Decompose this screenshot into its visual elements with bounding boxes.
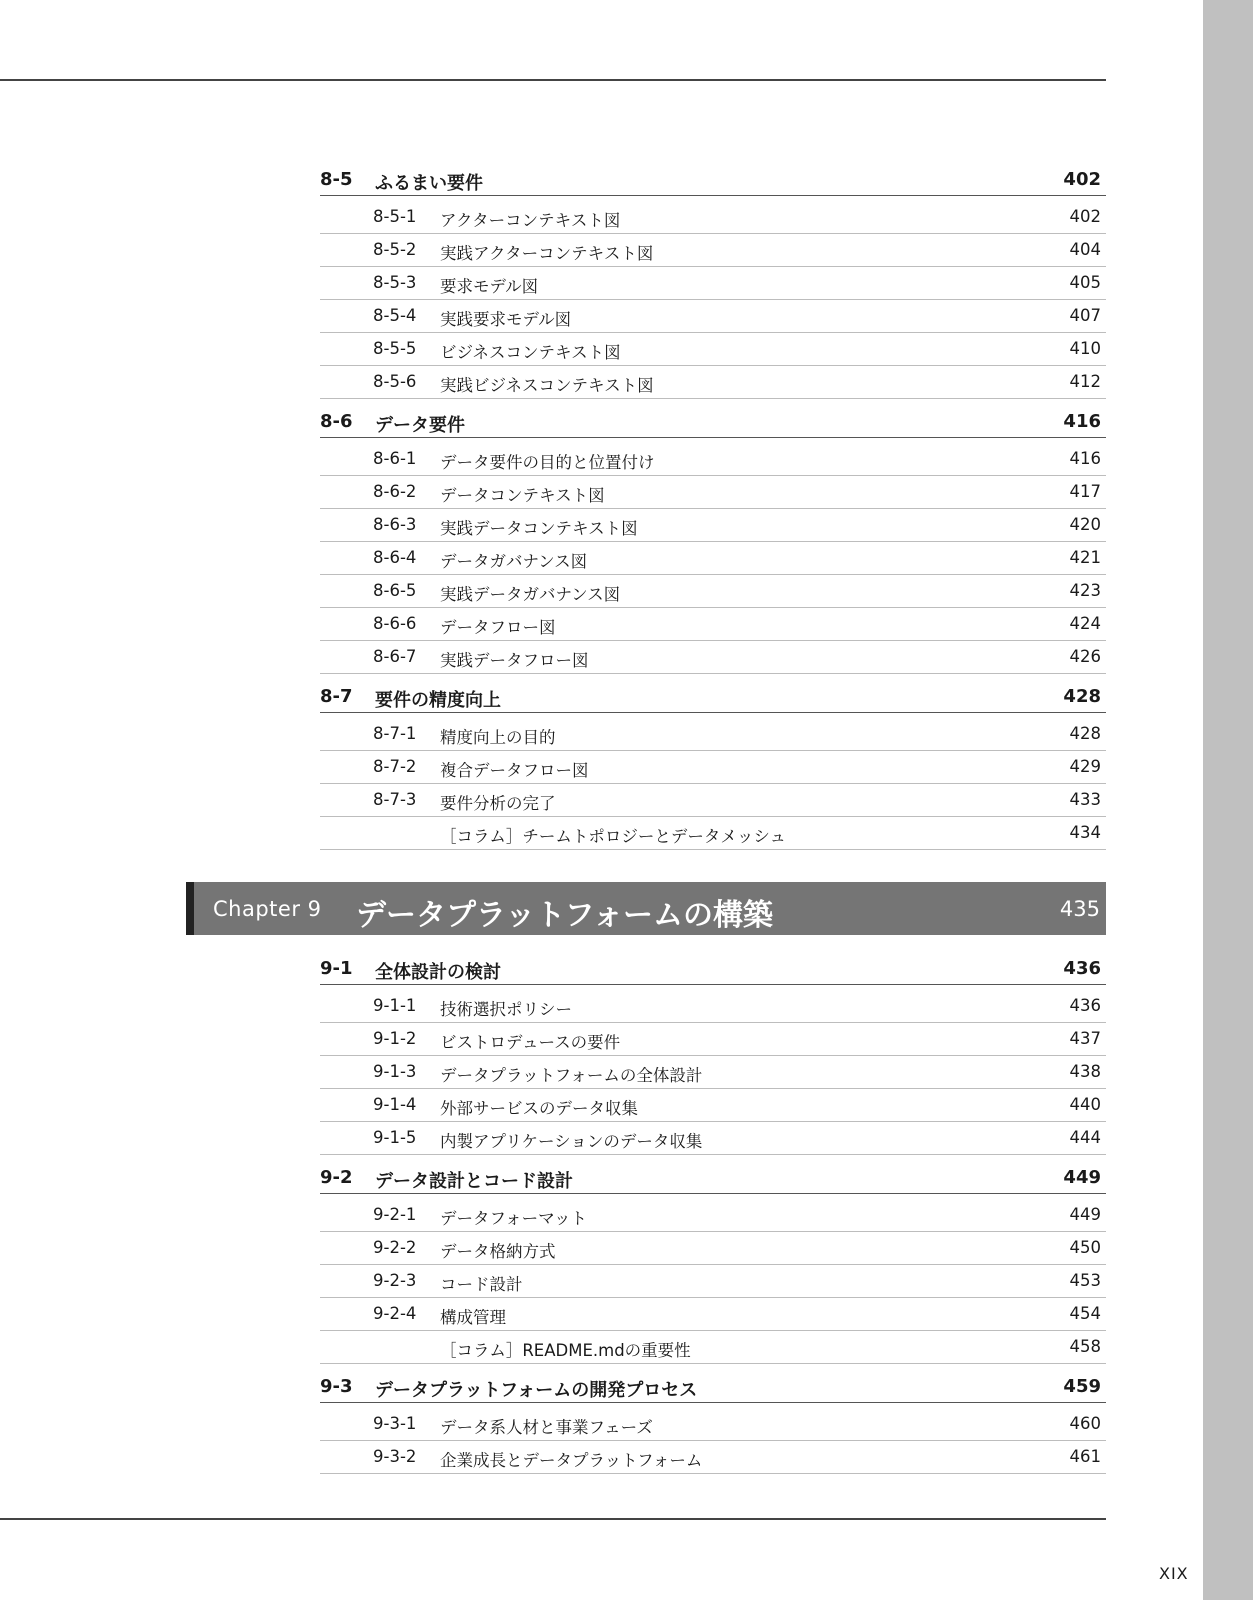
toc-entry-page: 423 xyxy=(1069,581,1101,600)
toc-entry-page: 428 xyxy=(1063,686,1101,707)
toc-entry-page: 428 xyxy=(1069,724,1101,743)
toc-entry-number: 9-1-5 xyxy=(373,1128,417,1147)
toc-entry-title: データプラットフォームの全体設計 xyxy=(440,1066,703,1085)
toc-subsection-row xyxy=(320,1440,1106,1474)
toc-subsection-row xyxy=(320,607,1106,641)
toc-entry-page: 402 xyxy=(1063,169,1101,190)
toc-entry-number: 8-6-6 xyxy=(373,614,417,633)
toc-entry-number: 8-5-3 xyxy=(373,273,417,292)
chapter-title: データプラットフォームの構築 xyxy=(356,898,773,933)
footer-rule xyxy=(0,1518,1106,1520)
toc-entry-page: 416 xyxy=(1069,449,1101,468)
toc-section-row xyxy=(320,409,1106,438)
chapter-page: 435 xyxy=(1059,897,1100,921)
toc-entry-number: 9-1-4 xyxy=(373,1095,417,1114)
toc-section-row xyxy=(320,1374,1106,1403)
toc-subsection-row xyxy=(320,1297,1106,1331)
toc-entry-page: 417 xyxy=(1069,482,1101,501)
toc-entry-title: アクターコンテキスト図 xyxy=(440,211,621,230)
toc-entry-number: 8-6-1 xyxy=(373,449,417,468)
page-edge-strip xyxy=(1203,0,1253,1600)
toc-entry-title: データ要件 xyxy=(375,415,465,436)
toc-subsection-row xyxy=(320,541,1106,575)
toc-entry-page: 404 xyxy=(1069,240,1101,259)
toc-section-row xyxy=(320,684,1106,713)
toc-entry-number: 8-7 xyxy=(320,686,353,707)
toc-subsection-row xyxy=(320,783,1106,817)
toc-entry-page: 453 xyxy=(1069,1271,1101,1290)
toc-entry-page: 405 xyxy=(1069,273,1101,292)
toc-subsection-row xyxy=(320,750,1106,784)
toc-entry-number: 8-6-3 xyxy=(373,515,417,534)
toc-entry-page: 454 xyxy=(1069,1304,1101,1323)
toc-entry-number: 9-1-3 xyxy=(373,1062,417,1081)
toc-subsection-row xyxy=(320,1088,1106,1122)
toc-entry-title: データフォーマット xyxy=(440,1209,588,1228)
toc-entry-number: 9-2-2 xyxy=(373,1238,417,1257)
toc-entry-title: データ設計とコード設計 xyxy=(375,1171,573,1192)
toc-entry-number: 9-3-2 xyxy=(373,1447,417,1466)
toc-entry-number: 8-5-1 xyxy=(373,207,417,226)
toc-section-row xyxy=(320,167,1106,196)
toc-entry-title: 要求モデル図 xyxy=(440,277,539,296)
toc-entry-title: データコンテキスト図 xyxy=(440,486,605,505)
toc-entry-number: 8-6 xyxy=(320,411,353,432)
toc-entry-page: 450 xyxy=(1069,1238,1101,1257)
toc-entry-number: 8-5 xyxy=(320,169,353,190)
toc-entry-page: 412 xyxy=(1069,372,1101,391)
toc-entry-title: 実践データコンテキスト図 xyxy=(440,519,638,538)
toc-entry-page: 421 xyxy=(1069,548,1101,567)
toc-entry-title: コード設計 xyxy=(440,1275,523,1294)
toc-subsection-row xyxy=(320,1022,1106,1056)
toc-entry-number: 8-6-5 xyxy=(373,581,417,600)
toc-subsection-row xyxy=(320,1231,1106,1265)
toc-entry-page: 459 xyxy=(1063,1376,1101,1397)
toc-subsection-row xyxy=(320,640,1106,674)
toc-subsection-row xyxy=(320,508,1106,542)
toc-entry-number: 8-5-5 xyxy=(373,339,417,358)
header-rule xyxy=(0,79,1106,81)
toc-entry-title: データ格納方式 xyxy=(440,1242,556,1261)
toc-entry-title: 実践要求モデル図 xyxy=(440,310,572,329)
toc-entry-number: 9-1-2 xyxy=(373,1029,417,1048)
toc-entry-page: 449 xyxy=(1063,1167,1101,1188)
toc-entry-title: データ系人材と事業フェーズ xyxy=(440,1418,653,1437)
toc-subsection-row xyxy=(320,475,1106,509)
toc-entry-number: 8-7-3 xyxy=(373,790,417,809)
toc-entry-page: 434 xyxy=(1069,823,1101,842)
toc-entry-page: 461 xyxy=(1069,1447,1101,1466)
toc-entry-number: 9-2 xyxy=(320,1167,353,1188)
toc-entry-page: 460 xyxy=(1069,1414,1101,1433)
toc-entry-title: ビジネスコンテキスト図 xyxy=(440,343,621,362)
toc-entry-number: 9-2-3 xyxy=(373,1271,417,1290)
toc-subsection-row xyxy=(320,1121,1106,1155)
toc-entry-page: 402 xyxy=(1069,207,1101,226)
toc-entry-title: 精度向上の目的 xyxy=(440,728,556,747)
toc-subsection-row xyxy=(320,200,1106,234)
toc-entry-title: ふるまい要件 xyxy=(375,173,483,194)
toc-entry-page: 410 xyxy=(1069,339,1101,358)
toc-entry-number: 8-6-4 xyxy=(373,548,417,567)
toc-entry-number: 9-1 xyxy=(320,958,353,979)
toc-section-row xyxy=(320,956,1106,985)
chapter-label: Chapter 9 xyxy=(213,897,322,921)
page-number: XIX xyxy=(1159,1564,1189,1583)
toc-entry-title: 構成管理 xyxy=(440,1308,506,1327)
toc-entry-title: ［コラム］README.mdの重要性 xyxy=(440,1341,691,1360)
toc-entry-number: 8-7-1 xyxy=(373,724,417,743)
toc-entry-page: 429 xyxy=(1069,757,1101,776)
toc-entry-title: ビストロデュースの要件 xyxy=(440,1033,621,1052)
toc-entry-page: 416 xyxy=(1063,411,1101,432)
toc-entry-number: 8-5-4 xyxy=(373,306,417,325)
toc-entry-title: データプラットフォームの開発プロセス xyxy=(375,1380,698,1401)
toc-entry-page: 436 xyxy=(1063,958,1101,979)
toc-entry-page: 449 xyxy=(1069,1205,1101,1224)
chapter-heading xyxy=(186,882,1106,935)
toc-entry-page: 407 xyxy=(1069,306,1101,325)
toc-entry-number: 9-3 xyxy=(320,1376,353,1397)
toc-entry-page: 444 xyxy=(1069,1128,1101,1147)
toc-entry-title: 実践データガバナンス図 xyxy=(440,585,621,604)
toc-section-row xyxy=(320,1165,1106,1194)
toc-subsection-row xyxy=(320,1198,1106,1232)
toc-subsection-row xyxy=(320,989,1106,1023)
toc-subsection-row xyxy=(320,442,1106,476)
toc-subsection-row xyxy=(320,266,1106,300)
toc-entry-title: 複合データフロー図 xyxy=(440,761,589,780)
toc-entry-title: データ要件の目的と位置付け xyxy=(440,453,655,472)
toc-entry-page: 426 xyxy=(1069,647,1101,666)
toc-entry-page: 437 xyxy=(1069,1029,1101,1048)
toc-entry-title: 要件の精度向上 xyxy=(375,690,501,711)
toc-entry-title: 実践ビジネスコンテキスト図 xyxy=(440,376,654,395)
toc-subsection-row xyxy=(320,1055,1106,1089)
toc-entry-page: 433 xyxy=(1069,790,1101,809)
toc-entry-title: ［コラム］チームトポロジーとデータメッシュ xyxy=(440,827,787,846)
toc-subsection-row xyxy=(320,332,1106,366)
toc-entry-page: 440 xyxy=(1069,1095,1101,1114)
toc-subsection-row xyxy=(320,574,1106,608)
toc-entry-number: 8-6-2 xyxy=(373,482,417,501)
toc-entry-page: 420 xyxy=(1069,515,1101,534)
toc-entry-number: 8-5-2 xyxy=(373,240,417,259)
toc-entry-page: 458 xyxy=(1069,1337,1101,1356)
toc-entry-title: データガバナンス図 xyxy=(440,552,588,571)
toc-subsection-row xyxy=(320,717,1106,751)
toc-entry-title: 企業成長とデータプラットフォーム xyxy=(440,1451,703,1470)
toc-subsection-row xyxy=(320,299,1106,333)
toc-entry-number: 9-3-1 xyxy=(373,1414,417,1433)
toc-entry-title: 実践アクターコンテキスト図 xyxy=(440,244,654,263)
toc-entry-number: 8-5-6 xyxy=(373,372,417,391)
toc-entry-number: 8-7-2 xyxy=(373,757,417,776)
toc-entry-title: 要件分析の完了 xyxy=(440,794,556,813)
toc-entry-title: 技術選択ポリシー xyxy=(440,1000,572,1019)
toc-subsection-row xyxy=(320,365,1106,399)
toc-entry-page: 436 xyxy=(1069,996,1101,1015)
toc-entry-title: 外部サービスのデータ収集 xyxy=(440,1099,638,1118)
toc-subsection-row xyxy=(320,816,1106,850)
toc-entry-title: 実践データフロー図 xyxy=(440,651,589,670)
toc-entry-page: 424 xyxy=(1069,614,1101,633)
toc-subsection-row xyxy=(320,1407,1106,1441)
toc-entry-number: 9-2-1 xyxy=(373,1205,417,1224)
toc-subsection-row xyxy=(320,233,1106,267)
toc-entry-title: 内製アプリケーションのデータ収集 xyxy=(440,1132,703,1151)
chapter-marker xyxy=(186,882,194,935)
toc-entry-number: 9-1-1 xyxy=(373,996,417,1015)
toc-entry-number: 9-2-4 xyxy=(373,1304,417,1323)
toc-subsection-row xyxy=(320,1330,1106,1364)
toc-subsection-row xyxy=(320,1264,1106,1298)
toc-entry-page: 438 xyxy=(1069,1062,1101,1081)
toc-entry-number: 8-6-7 xyxy=(373,647,417,666)
toc-entry-title: 全体設計の検討 xyxy=(375,962,501,983)
toc-entry-title: データフロー図 xyxy=(440,618,556,637)
